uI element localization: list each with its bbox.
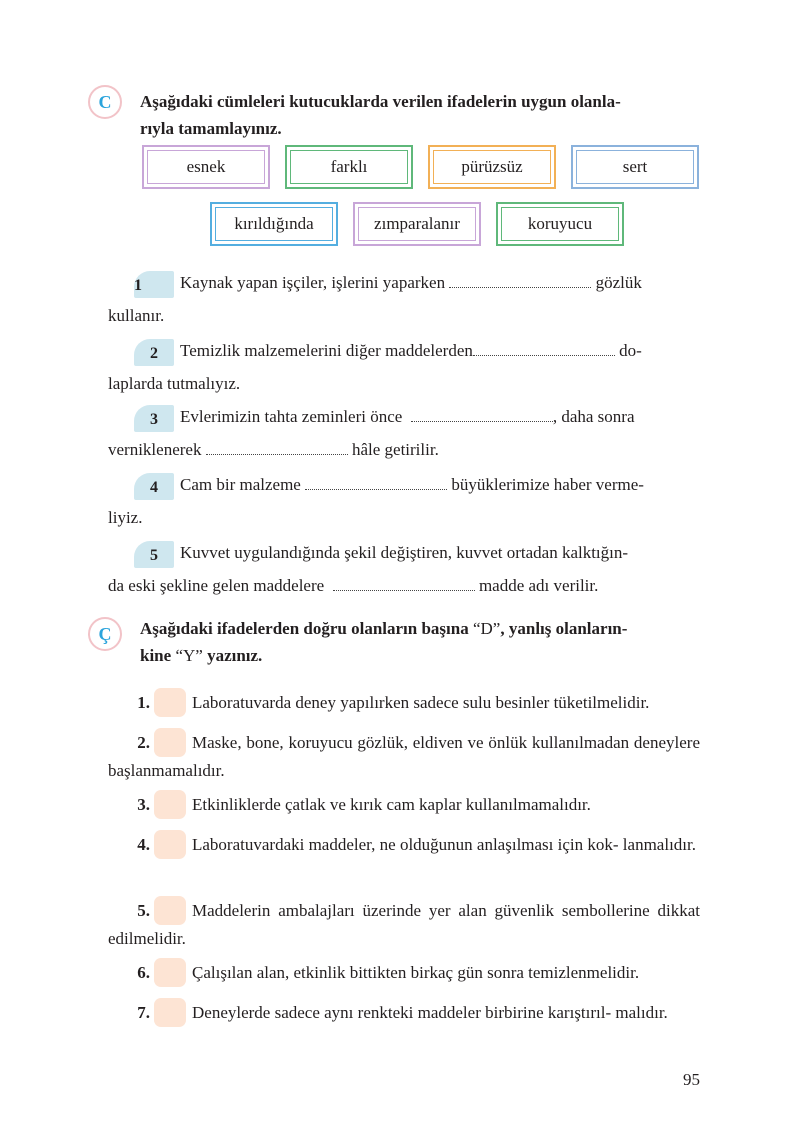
tf-item-7 [108, 998, 700, 1027]
word-label: farklı [290, 150, 408, 184]
question-number-tab: 1 [134, 271, 174, 298]
fill-in-question-3 [108, 400, 700, 466]
answer-box[interactable] [154, 998, 186, 1027]
tf-text: Deneylerde sadece aynı renkteki maddeler birbirine karıştırıl- malıdır. [192, 1003, 668, 1022]
word-box-kiriladiginda [210, 202, 338, 246]
tf-text: Etkinliklerde çatlak ve kırık cam kaplar kullanılmamalıdır. [192, 795, 591, 814]
word-label: koruyucu [501, 207, 619, 241]
fill-in-question-5 [108, 536, 700, 602]
section-c-badge: C [88, 85, 122, 119]
tf-number: 7. [137, 1003, 150, 1022]
question-number-tab: 4 [134, 473, 174, 500]
tf-number: 3. [137, 795, 150, 814]
word-label: sert [576, 150, 694, 184]
word-label: kırıldığında [215, 207, 333, 241]
tf-number: 6. [137, 963, 150, 982]
blank-line[interactable] [411, 408, 553, 422]
title-quote-y: “Y” [175, 646, 203, 665]
question-text: verniklenerek [108, 440, 202, 459]
word-box-esnek [142, 145, 270, 189]
section-c-title-line1: Aşağıdaki cümleleri kutucuklarda verilen ifadelerin uygun olanla- [140, 92, 621, 111]
word-label: pürüzsüz [433, 150, 551, 184]
blank-line[interactable] [206, 441, 348, 455]
tf-number: 1. [137, 693, 150, 712]
section-cc-badge: Ç [88, 617, 122, 651]
page-number: 95 [683, 1070, 700, 1089]
word-box-farkli [285, 145, 413, 189]
word-label: zımparalanır [358, 207, 476, 241]
blank-line[interactable] [333, 577, 475, 591]
question-text: liyiz. [108, 508, 143, 527]
fill-in-question-1 [108, 266, 700, 332]
section-c-title-line2: rıyla tamamlayınız. [140, 119, 282, 138]
blank-line[interactable] [305, 476, 447, 490]
question-text: kullanır. [108, 306, 165, 325]
blank-line[interactable] [449, 274, 591, 288]
question-number-tab: 2 [134, 339, 174, 366]
tf-number: 4. [137, 835, 150, 854]
tf-text: Laboratuvarda deney yapılırken sadece sulu besinler tüketilmelidir. [192, 693, 650, 712]
tf-number: 5. [137, 901, 150, 920]
word-box-puruzsuz [428, 145, 556, 189]
tf-item-1 [108, 688, 700, 717]
question-text: Temizlik malzemelerini diğer maddelerden [180, 341, 473, 360]
question-number-tab: 5 [134, 541, 174, 568]
question-text: do- [619, 341, 642, 360]
question-text: laplarda tutmalıyız. [108, 374, 241, 393]
fill-in-question-4 [108, 468, 700, 534]
fill-in-question-2 [108, 334, 700, 400]
word-box-zimparalanir [353, 202, 481, 246]
answer-box[interactable] [154, 688, 186, 717]
answer-box[interactable] [154, 790, 186, 819]
answer-box[interactable] [154, 830, 186, 859]
tf-number: 2. [137, 733, 150, 752]
tf-text: Maddelerin ambalajları üzerinde yer alan güvenlik sembollerine dikkat edilmelidir. [108, 901, 700, 948]
question-text: , daha sonra [552, 407, 635, 426]
tf-text: Laboratuvardaki maddeler, ne olduğunun anlaşılması için kok- lanmalıdır. [192, 835, 696, 854]
section-cc-title [140, 615, 705, 669]
blank-line[interactable] [473, 342, 615, 356]
tf-item-2 [108, 728, 700, 784]
tf-text: Çalışılan alan, etkinlik bittikten birkaç gün sonra temizlenmelidir. [192, 963, 640, 982]
question-text: madde adı verilir. [478, 576, 599, 595]
question-text: Evlerimizin tahta zeminleri önce [180, 407, 403, 426]
word-label: esnek [147, 150, 265, 184]
question-text: Cam bir malzeme [180, 475, 301, 494]
tf-item-5 [108, 896, 700, 952]
question-text: Kuvvet uygulandığında şekil değiştiren, kuvvet ortadan kalktığın- [180, 543, 629, 562]
question-text: Kaynak yapan işçiler, işlerini yaparken [180, 273, 446, 292]
tf-item-6 [108, 958, 700, 987]
question-text: hâle getirilir. [351, 440, 439, 459]
question-text: büyüklerimize haber verme- [451, 475, 644, 494]
title-quote-d: “D” [472, 619, 501, 638]
answer-box[interactable] [154, 958, 186, 987]
word-box-koruyucu [496, 202, 624, 246]
question-text: da eski şekline gelen maddelere [108, 576, 325, 595]
title-part: , yanlış olanların- [500, 619, 628, 638]
answer-box[interactable] [154, 728, 186, 757]
title-part: yazınız. [202, 646, 263, 665]
tf-item-4 [108, 830, 700, 859]
title-part: Aşağıdaki ifadelerden doğru olanların başına [140, 619, 473, 638]
question-text: gözlük [595, 273, 642, 292]
word-box-sert [571, 145, 699, 189]
tf-text: Maske, bone, koruyucu gözlük, eldiven ve önlük kullanılmadan deneylere başlanmamalıdır. [108, 733, 700, 780]
answer-box[interactable] [154, 896, 186, 925]
tf-item-3 [108, 790, 700, 819]
title-part: kine [140, 646, 176, 665]
section-c-title [140, 88, 705, 142]
question-number-tab: 3 [134, 405, 174, 432]
